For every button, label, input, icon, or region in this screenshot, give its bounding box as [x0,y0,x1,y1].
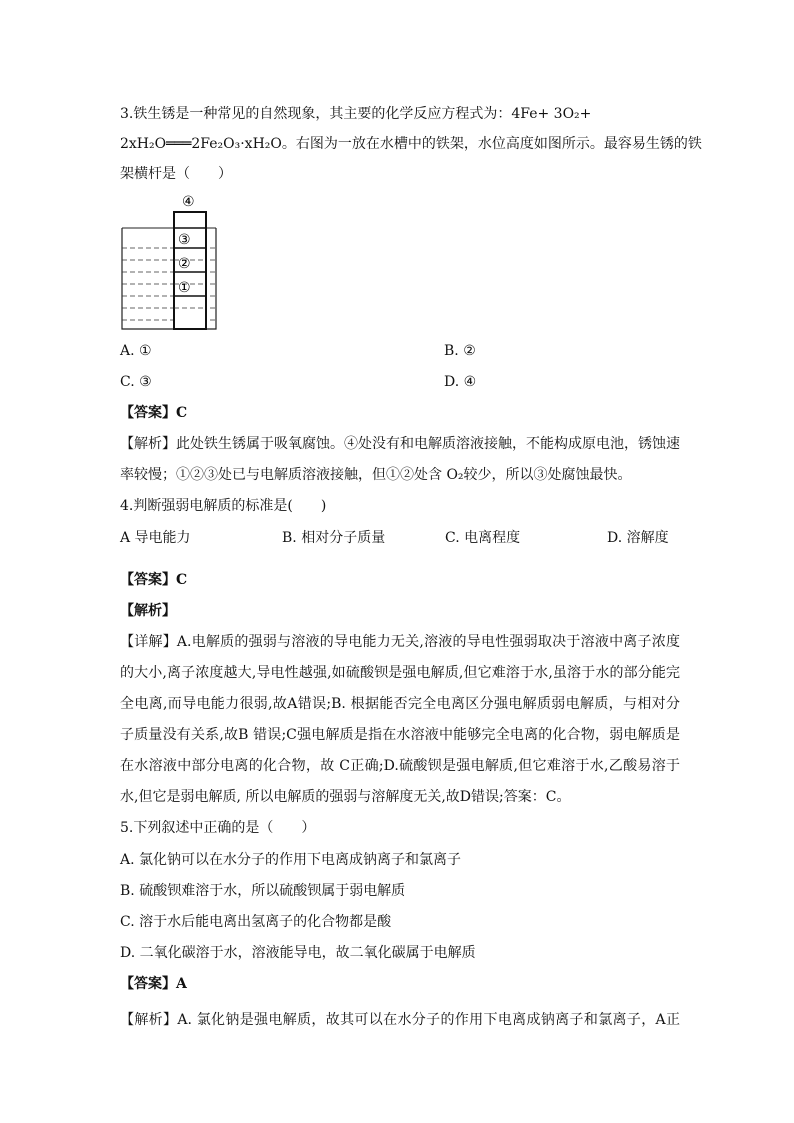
q3-stem-line3: 架横杆是（ ） [120,166,232,182]
q3-analysis-line1: 【解析】此处铁生锈属于吸氧腐蚀。④处没有和电解质溶液接触，不能构成原电池，锈蚀速 [120,436,680,452]
q3-option-b[interactable]: B. ② [444,343,476,359]
q3-option-c[interactable]: C. ③ [120,374,152,390]
q4-detail-line: 子质量没有关系,故B 错误;C强电解质是指在水溶液中能够完全电离的化合物，弱电解质是 [120,727,680,743]
q3-analysis-line2: 率较慢；①②③处已与电解质溶液接触，但①②处含 O₂较少，所以③处腐蚀最快。 [120,467,632,483]
q5-option-a[interactable]: A. 氯化钠可以在水分子的作用下电离成钠离子和氯离子 [120,852,462,868]
q3-option-a[interactable]: A. ① [120,343,152,359]
q4-detail-line: 全电离,而导电能力很弱,故A错误;B. 根据能否完全电离区分强电解质弱电解质，与相对分 [120,696,680,712]
q5-answer: 【答案】A [120,976,187,992]
q5-analysis-line1: 【解析】A. 氯化钠是强电解质，故其可以在水分子的作用下电离成钠离子和氯离子，A正 [120,1012,680,1028]
q3-stem-line2: 2xH₂O═══2Fe₂O₃·xH₂O。右图为一放在水槽中的铁架，水位高度如图所示。最容易生锈的铁 [120,136,702,152]
q5-option-c[interactable]: C. 溶于水后能电离出氢离子的化合物都是酸 [120,914,392,930]
rack-label-4: ④ [182,194,195,210]
q3-answer: 【答案】C [120,405,188,421]
q4-stem: 4.判断强弱电解质的标准是( ) [120,498,327,514]
rack-label-3: ③ [178,232,191,248]
q3-option-d[interactable]: D. ④ [444,374,477,390]
q5-stem: 5.下列叙述中正确的是（ ） [120,820,316,836]
q4-answer: 【答案】C [120,572,188,588]
q3-stem-line1: 3.铁生锈是一种常见的自然现象，其主要的化学反应方程式为：4Fe+ 3O₂+ [120,106,592,122]
q4-detail-line: 在水溶液中部分电离的化合物，故 C正确;D.硫酸钡是强电解质,但它难溶于水,乙酸易溶于 [120,758,680,774]
q4-detail-line: 水,但它是弱电解质, 所以电解质的强弱与溶解度无关,故D错误;答案：C。 [120,789,571,805]
q5-option-b[interactable]: B. 硫酸钡难溶于水，所以硫酸钡属于弱电解质 [120,883,406,899]
rack-label-1: ① [178,280,191,296]
rack-label-2: ② [178,256,191,272]
q4-option-d[interactable]: D. 溶解度 [607,530,669,546]
iron-rack-figure [120,190,250,335]
q4-option-b[interactable]: B. 相对分子质量 [282,530,386,546]
q4-detail-line: 【详解】A.电解质的强弱与溶液的导电能力无关,溶液的导电性强弱取决于溶液中离子浓度 [120,634,680,650]
q4-analysis-heading: 【解析】 [120,603,176,619]
q4-option-c[interactable]: C. 电离程度 [445,530,521,546]
q4-detail-line: 的大小,离子浓度越大,导电性越强,如硫酸钡是强电解质,但它难溶于水,虽溶于水的部分能完 [120,665,680,681]
q5-option-d[interactable]: D. 二氧化碳溶于水，溶液能导电，故二氧化碳属于电解质 [120,945,476,961]
q4-option-a[interactable]: A 导电能力 [120,530,191,546]
